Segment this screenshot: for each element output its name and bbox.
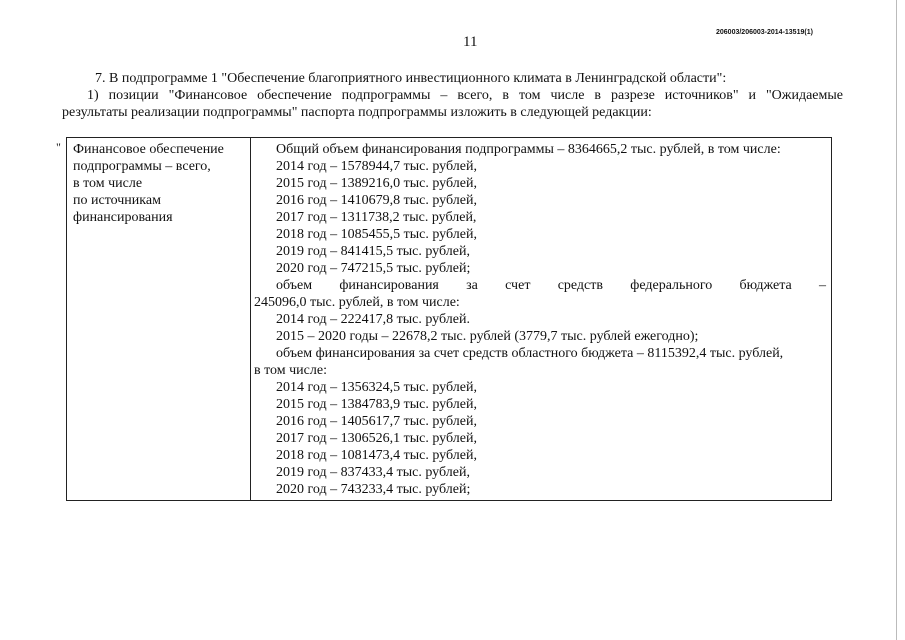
year-line: 2016 год – 1410679,8 тыс. рублей,: [276, 193, 477, 208]
year-line: 2018 год – 1085455,5 тыс. рублей,: [276, 227, 477, 242]
federal-word: объем: [276, 278, 313, 293]
intro-line-1: 7. В подпрограмме 1 "Обеспечение благоприятного инвестиционного климата в Ленинградской области":: [95, 71, 727, 86]
federal-financing-line: [254, 277, 826, 294]
intro-line-2: 1) позиции "Финансовое обеспечение подпрограммы – всего, в том числе в разрезе источников" и "Ожидаемые: [87, 88, 843, 103]
year-line: 2015 – 2020 годы – 22678,2 тыс. рублей (3779,7 тыс. рублей ежегодно);: [276, 329, 699, 344]
year-line: 2016 год – 1405617,7 тыс. рублей,: [276, 414, 477, 429]
year-line: 2014 год – 1578944,7 тыс. рублей,: [276, 159, 477, 174]
intro-line-3: результаты реализации подпрограммы" паспорта подпрограммы изложить в следующей редакции:: [62, 105, 652, 120]
year-line: 2017 год – 1306526,1 тыс. рублей,: [276, 431, 477, 446]
column-divider: [250, 138, 251, 500]
financing-table: [66, 137, 832, 501]
federal-word: за: [466, 278, 478, 293]
document-code: 206003/206003-2014-13519(1): [716, 29, 813, 36]
year-line: 2020 год – 747215,5 тыс. рублей;: [276, 261, 471, 276]
year-line: 2019 год – 837433,4 тыс. рублей,: [276, 465, 470, 480]
right-cell: [254, 141, 826, 498]
year-line: 2018 год – 1081473,4 тыс. рублей,: [276, 448, 477, 463]
federal-word: –: [818, 278, 826, 293]
left-line: подпрограммы – всего,: [73, 159, 211, 174]
left-line: по источникам: [73, 193, 161, 208]
year-line: 2014 год – 222417,8 тыс. рублей.: [276, 312, 470, 327]
year-line: 2014 год – 1356324,5 тыс. рублей,: [276, 380, 477, 395]
year-line: 2017 год – 1311738,2 тыс. рублей,: [276, 210, 477, 225]
left-cell: [73, 141, 224, 226]
scan-edge-line: [896, 0, 897, 640]
total-financing-line: Общий объем финансирования подпрограммы – 8364665,2 тыс. рублей, в том числе:: [276, 142, 781, 157]
federal-word: счет: [505, 278, 531, 293]
federal-word: бюджета: [739, 278, 792, 293]
federal-word: средств: [557, 278, 603, 293]
year-line: 2015 год – 1389216,0 тыс. рублей,: [276, 176, 477, 191]
year-line: 2015 год – 1384783,9 тыс. рублей,: [276, 397, 477, 412]
federal-word: федерального: [630, 278, 713, 293]
page-number: 11: [463, 34, 478, 50]
opening-quote: ": [56, 140, 61, 154]
regional-financing-line: объем финансирования за счет средств областного бюджета – 8115392,4 тыс. рублей,: [276, 346, 784, 361]
left-line: Финансовое обеспечение: [73, 142, 224, 157]
left-line: в том числе: [73, 176, 143, 191]
federal-continuation: 245096,0 тыс. рублей, в том числе:: [254, 295, 460, 310]
left-line: финансирования: [73, 210, 173, 225]
year-line: 2020 год – 743233,4 тыс. рублей;: [276, 482, 471, 497]
regional-continuation: в том числе:: [254, 363, 327, 378]
federal-word: финансирования: [339, 278, 439, 293]
year-line: 2019 год – 841415,5 тыс. рублей,: [276, 244, 470, 259]
